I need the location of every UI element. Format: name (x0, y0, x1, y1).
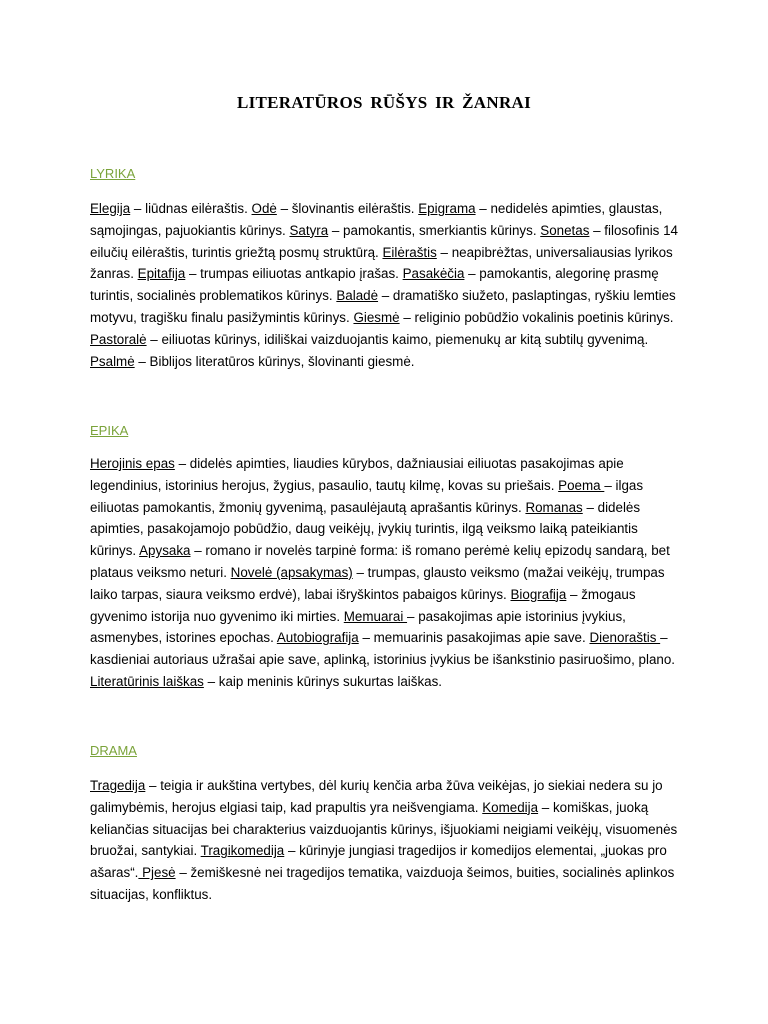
genre-definition: – liūdnas eilėraštis. (130, 201, 252, 216)
genre-term: Tragikomedija (200, 843, 285, 859)
genre-term: Biografija (510, 586, 567, 602)
genre-definition: – pasakojimas apie istorinius įvykius, asmenybes, istorines epochas. (90, 608, 626, 646)
section-heading-epika: EPIKA (90, 423, 129, 438)
genre-definition: – neapibrėžtas, universaliausias lyrikos žanras. (90, 244, 673, 282)
genre-term: Memuarai (343, 608, 408, 624)
genre-definition: – memuarinis pasakojimas apie save. (358, 630, 590, 646)
genre-definition: – teigia ir aukština vertybes, dėl kurių kenčia arba žūva veikėjas, jo siekiai nedera su jo galimybėmis, herojus elgiasi taip, kad prapultis yra neišvengiama. (90, 778, 663, 815)
genre-term: Baladė (336, 288, 379, 304)
genre-term: Odė (251, 201, 277, 216)
genre-term: Herojinis epas (90, 456, 175, 471)
section-paragraph-drama (90, 775, 686, 906)
genre-term: Literatūrinis laiškas (90, 673, 204, 689)
genre-term: Komedija (482, 799, 539, 815)
genre-term: Pasakėčia (402, 266, 465, 282)
genre-term: Tragedija (90, 778, 146, 793)
genre-term: Giesmė (353, 309, 400, 325)
genre-term: Eilėraštis (382, 244, 437, 260)
genre-definition: – romano ir novelės tarpinė forma: iš romano perėmė kelių epizodų sandarą, bet plataus veiksmo neturi. (90, 543, 670, 580)
genre-term: Pastoralė (90, 331, 147, 347)
genre-definition: – ilgas eiliuotas pamokantis, žmonių gyvenimą, pasaulėjautą aprašantis kūrinys. (90, 477, 644, 515)
genre-definition: – žmogaus gyvenimo istorija nuo gyvenimo iki mirties. (90, 586, 636, 624)
page-title: LITERATŪROS RŪŠYS IR ŽANRAI (236, 93, 532, 112)
genre-definition: – didelės apimties, liaudies kūrybos, dažniausiai eiliuotas pasakojimas apie legendinius, istorinius herojus, žygius, pasaulio, tautų kilmę, kovas su priešais. (90, 456, 624, 493)
genre-term: Elegija (90, 201, 131, 216)
genre-term: Romanas (525, 499, 583, 515)
genre-definition: – religinio pobūdžio vokalinis poetinis kūrinys. (399, 309, 674, 325)
genre-definition: – pamokantis, alegorinę prasmę turintis, socialinės problematikos kūrinys. (90, 266, 659, 304)
genre-definition: – Biblijos literatūros kūrinys, šlovinanti giesmė. (134, 353, 415, 369)
genre-term: Poema (558, 477, 605, 493)
genre-definition: – komiškas, juoką keliančias situacijas bei charakterius vaizduojantis kūrinys, išjuokiami neigiami veikėjų, visuomenės bruožai, santykiai. (90, 799, 678, 859)
section-paragraph-lyrika (90, 198, 686, 372)
genre-definition: – kasdieniai autoriaus užrašai apie save, aplinką, istorinius įvykius be išankstinio pasiruošimo, plano. (90, 630, 676, 668)
genre-definition: – kaip meninis kūrinys sukurtas laiškas. (203, 673, 443, 689)
genre-definition: – žemiškesnė nei tragedijos tematika, vaizduoja šeimos, buities, socialinės aplinkos situacijas, konfliktus. (90, 865, 675, 902)
genre-term: Epigrama (418, 201, 476, 216)
genre-term: Satyra (289, 222, 329, 238)
genre-definition: – šlovinantis eilėraštis. (276, 201, 419, 216)
genre-definition: – eiliuotas kūrinys, idiliškai vaizduojantis kaimo, piemenukų ar kitą subtilų gyvenimą. (146, 331, 649, 347)
genre-definition: – pamokantis, smerkiantis kūrinys. (328, 222, 541, 238)
section-paragraph-epika (90, 453, 686, 693)
genre-term: Sonetas (540, 222, 590, 238)
genre-term: Apysaka (139, 543, 191, 559)
genre-definition: – filosofinis 14 eilučių eilėraštis, turintis griežtą posmų struktūrą. (90, 222, 678, 260)
genre-term: Psalmė (90, 353, 135, 369)
genre-definition: – nedidelės apimties, glaustas, sąmojingas, pajuokiantis kūrinys. (90, 201, 663, 238)
genre-term: Novelė (apsakymas) (230, 564, 353, 580)
genre-term: Pjesė (138, 865, 176, 881)
genre-definition: – trumpas eiliuotas antkapio įrašas. (185, 266, 403, 282)
section-heading-lyrika: LYRIKA (90, 166, 136, 181)
genre-definition: – dramatiško siužeto, paslaptingas, ryškiu lemties motyvu, tragišku finalu pasižymintis kūrinys. (90, 288, 676, 325)
genre-term: Autobiografija (276, 630, 359, 646)
genre-term: Dienoraštis (589, 630, 661, 646)
section-heading-drama: DRAMA (90, 743, 137, 758)
genre-definition: – trumpas, glausto veiksmo (mažai veikėjų, trumpas laiko tarpas, siaura veiksmo erdvė), labai išryškintos pabaigos kūrinys. (90, 564, 665, 602)
genre-definition: – didelės apimties, pasakojamojo pobūdžio, daug veikėjų, įvykių turintis, ilgą veiksmo laiką pateikiantis kūrinys. (90, 499, 641, 559)
genre-term: Epitafija (137, 266, 186, 282)
genre-definition: – kūrinyje jungiasi tragedijos ir komedijos elementai, „juokas pro ašaras“. (90, 843, 667, 881)
